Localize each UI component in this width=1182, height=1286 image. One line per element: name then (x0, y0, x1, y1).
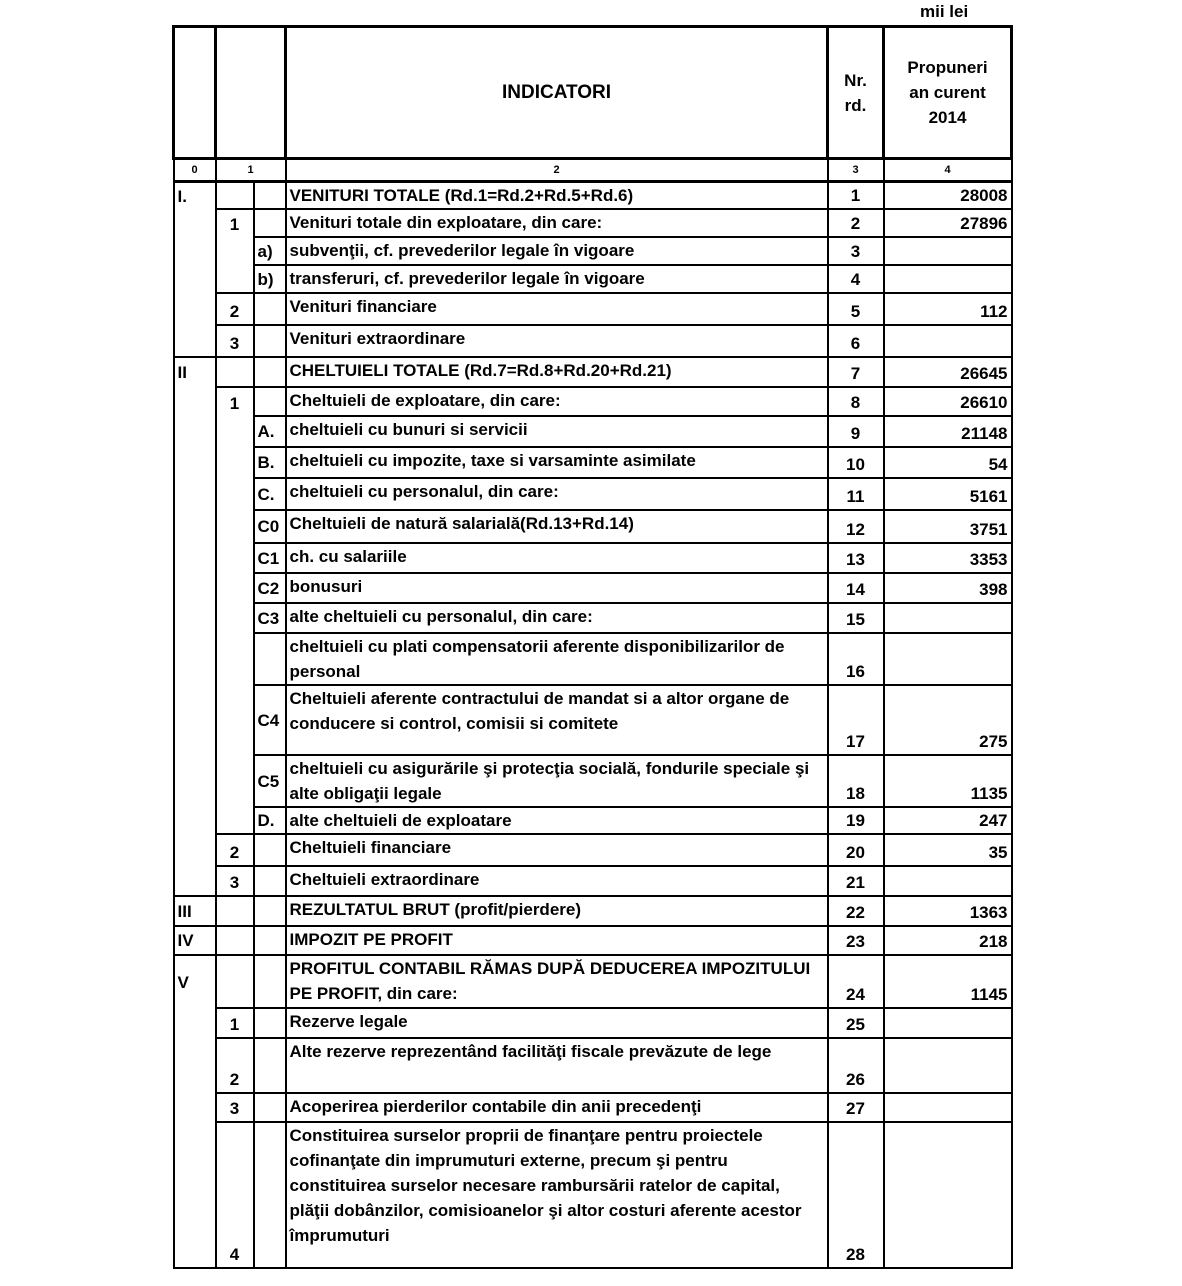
proposal-value: 1135 (884, 755, 1012, 807)
proposal-value: 26645 (884, 357, 1012, 387)
indicator-text: transferuri, cf. prevederilor legale în vigoare (286, 265, 828, 293)
proposal-value: 27896 (884, 209, 1012, 237)
item-letter-cell: C0 (254, 510, 286, 543)
proposal-value: 35 (884, 834, 1012, 866)
indicator-text: alte cheltuieli de exploatare (286, 807, 828, 834)
roman-numeral-cell (174, 1008, 216, 1038)
roman-numeral-cell: I. (174, 182, 216, 210)
row-number: 11 (828, 478, 884, 510)
subsection-number-cell (216, 807, 254, 834)
subsection-number-cell (216, 357, 254, 387)
item-letter-cell: b) (254, 265, 286, 293)
row-number: 20 (828, 834, 884, 866)
indicator-text: Rezerve legale (286, 1008, 828, 1038)
budget-table (172, 25, 1013, 1269)
item-letter-cell (254, 1008, 286, 1038)
table-row (174, 1038, 1012, 1093)
table-row (174, 633, 1012, 685)
item-letter-cell: B. (254, 447, 286, 478)
roman-numeral-cell (174, 603, 216, 633)
proposal-value: 3353 (884, 543, 1012, 573)
table-row (174, 955, 1012, 1008)
subsection-number-cell: 2 (216, 293, 254, 325)
roman-numeral-cell (174, 633, 216, 685)
subsection-number-cell (216, 573, 254, 603)
header-cell-1 (216, 27, 286, 159)
roman-numeral-cell: II (174, 357, 216, 387)
indicator-text: Cheltuieli de natură salarială(Rd.13+Rd.14) (286, 510, 828, 543)
column-number-row (174, 159, 1012, 182)
table-row (174, 293, 1012, 325)
item-letter-cell (254, 1122, 286, 1268)
indicator-text: CHELTUIELI TOTALE (Rd.7=Rd.8+Rd.20+Rd.21) (286, 357, 828, 387)
table-row (174, 685, 1012, 755)
item-letter-cell (254, 1093, 286, 1122)
table-row (174, 416, 1012, 447)
row-number: 7 (828, 357, 884, 387)
proposal-value: 218 (884, 926, 1012, 955)
header-propuneri (884, 27, 1012, 159)
roman-numeral-cell (174, 510, 216, 543)
item-letter-cell: a) (254, 237, 286, 265)
indicator-text: Cheltuieli de exploatare, din care: (286, 387, 828, 416)
subsection-number-cell (216, 603, 254, 633)
roman-numeral-cell (174, 1093, 216, 1122)
roman-numeral-cell (174, 447, 216, 478)
proposal-value: 247 (884, 807, 1012, 834)
indicator-text: Acoperirea pierderilor contabile din anii precedenţi (286, 1093, 828, 1122)
proposal-value: 1145 (884, 955, 1012, 1008)
table-row (174, 387, 1012, 416)
roman-numeral-cell (174, 293, 216, 325)
item-letter-cell (254, 325, 286, 357)
header-nr-rd (828, 27, 884, 159)
indicator-text: cheltuieli cu impozite, taxe si varsaminte asimilate (286, 447, 828, 478)
row-number: 2 (828, 209, 884, 237)
proposal-value (884, 265, 1012, 293)
row-number: 12 (828, 510, 884, 543)
table-row (174, 237, 1012, 265)
indicator-text: Cheltuieli extraordinare (286, 866, 828, 896)
roman-numeral-cell (174, 834, 216, 866)
subsection-number-cell: 3 (216, 325, 254, 357)
subsection-number-cell: 2 (216, 834, 254, 866)
table-row (174, 209, 1012, 237)
roman-numeral-cell (174, 1122, 216, 1268)
subsection-number-cell (216, 447, 254, 478)
indicator-text: subvenţii, cf. prevederilor legale în vigoare (286, 237, 828, 265)
row-number: 14 (828, 573, 884, 603)
roman-numeral-cell (174, 416, 216, 447)
item-letter-cell (254, 209, 286, 237)
indicator-text: Venituri totale din exploatare, din care: (286, 209, 828, 237)
row-number: 9 (828, 416, 884, 447)
indicator-text: Alte rezerve reprezentând facilităţi fiscale prevăzute de lege (286, 1038, 828, 1093)
header-cell-0 (174, 27, 216, 159)
row-number: 3 (828, 237, 884, 265)
proposal-value (884, 325, 1012, 357)
item-letter-cell (254, 387, 286, 416)
item-letter-cell (254, 955, 286, 1008)
item-letter-cell: C4 (254, 685, 286, 755)
row-number: 5 (828, 293, 884, 325)
item-letter-cell (254, 357, 286, 387)
proposal-value: 21148 (884, 416, 1012, 447)
proposal-value: 5161 (884, 478, 1012, 510)
unit-label: mii lei (920, 2, 969, 21)
item-letter-cell (254, 866, 286, 896)
header-propuneri-line2: an curent (909, 83, 986, 102)
subsection-number-cell: 2 (216, 1038, 254, 1093)
row-number: 22 (828, 896, 884, 926)
item-letter-cell (254, 896, 286, 926)
item-letter-cell: D. (254, 807, 286, 834)
proposal-value (884, 1122, 1012, 1268)
column-number-1: 1 (216, 159, 286, 182)
table-row (174, 182, 1012, 210)
indicator-text: bonusuri (286, 573, 828, 603)
row-number: 25 (828, 1008, 884, 1038)
proposal-value: 3751 (884, 510, 1012, 543)
table-row (174, 603, 1012, 633)
row-number: 19 (828, 807, 884, 834)
header-indicatori: INDICATORI (286, 27, 828, 159)
table-row (174, 543, 1012, 573)
table-row (174, 357, 1012, 387)
table-row (174, 755, 1012, 807)
table-row (174, 834, 1012, 866)
roman-numeral-cell (174, 755, 216, 807)
item-letter-cell (254, 633, 286, 685)
row-number: 8 (828, 387, 884, 416)
subsection-number-cell (216, 237, 254, 265)
item-letter-cell: C2 (254, 573, 286, 603)
subsection-number-cell: 3 (216, 1093, 254, 1122)
roman-numeral-cell: IV (174, 926, 216, 955)
column-number-3: 3 (828, 159, 884, 182)
proposal-value: 26610 (884, 387, 1012, 416)
row-number: 23 (828, 926, 884, 955)
subsection-number-cell (216, 955, 254, 1008)
roman-numeral-cell (174, 387, 216, 416)
header-rd: rd. (844, 95, 867, 115)
indicator-text: alte cheltuieli cu personalul, din care: (286, 603, 828, 633)
subsection-number-cell: 1 (216, 387, 254, 416)
subsection-number-cell (216, 685, 254, 755)
proposal-value: 54 (884, 447, 1012, 478)
roman-numeral-cell (174, 866, 216, 896)
indicator-text: Venituri extraordinare (286, 325, 828, 357)
indicator-text: Constituirea surselor proprii de finanţare pentru proiectele cofinanţate din imprumuturi externe, precum şi pentru constituirea surselor necesare rambursării ratelor de capital, plăţii dobânzilor, comisioanelor şi altor costuri aferente acestor împrumuturi (286, 1122, 828, 1268)
row-number: 21 (828, 866, 884, 896)
table-row (174, 265, 1012, 293)
proposal-value: 112 (884, 293, 1012, 325)
roman-numeral-cell (174, 478, 216, 510)
roman-numeral-cell (174, 685, 216, 755)
row-number: 6 (828, 325, 884, 357)
header-propuneri-line3: 2014 (928, 108, 967, 127)
table-row (174, 896, 1012, 926)
proposal-value (884, 1038, 1012, 1093)
table-row (174, 510, 1012, 543)
row-number: 13 (828, 543, 884, 573)
column-number-0: 0 (174, 159, 216, 182)
indicator-text: VENITURI TOTALE (Rd.1=Rd.2+Rd.5+Rd.6) (286, 182, 828, 210)
subsection-number-cell (216, 926, 254, 955)
proposal-value: 275 (884, 685, 1012, 755)
indicator-text: Cheltuieli financiare (286, 834, 828, 866)
item-letter-cell: C3 (254, 603, 286, 633)
table-row (174, 1093, 1012, 1122)
header-propuneri-line1: Propuneri (907, 58, 988, 77)
table-row (174, 1008, 1012, 1038)
proposal-value (884, 603, 1012, 633)
roman-numeral-cell (174, 325, 216, 357)
indicator-text: REZULTATUL BRUT (profit/pierdere) (286, 896, 828, 926)
proposal-value: 398 (884, 573, 1012, 603)
row-number: 16 (828, 633, 884, 685)
roman-numeral-cell: V (174, 955, 216, 1008)
subsection-number-cell (216, 755, 254, 807)
subsection-number-cell (216, 416, 254, 447)
row-number: 10 (828, 447, 884, 478)
table-row (174, 325, 1012, 357)
row-number: 18 (828, 755, 884, 807)
item-letter-cell: C5 (254, 755, 286, 807)
row-number: 26 (828, 1038, 884, 1093)
item-letter-cell (254, 182, 286, 210)
subsection-number-cell (216, 896, 254, 926)
indicator-text: cheltuieli cu plati compensatorii aferente disponibilizarilor de personal (286, 633, 828, 685)
indicator-text: IMPOZIT PE PROFIT (286, 926, 828, 955)
indicator-text: Venituri financiare (286, 293, 828, 325)
table-row (174, 866, 1012, 896)
proposal-value (884, 1008, 1012, 1038)
proposal-value (884, 866, 1012, 896)
column-number-4: 4 (884, 159, 1012, 182)
row-number: 27 (828, 1093, 884, 1122)
table-row (174, 447, 1012, 478)
subsection-number-cell: 1 (216, 1008, 254, 1038)
subsection-number-cell (216, 265, 254, 293)
proposal-value: 1363 (884, 896, 1012, 926)
indicator-text: ch. cu salariile (286, 543, 828, 573)
item-letter-cell (254, 926, 286, 955)
table-row (174, 1122, 1012, 1268)
indicator-text: cheltuieli cu bunuri si servicii (286, 416, 828, 447)
row-number: 4 (828, 265, 884, 293)
proposal-value: 28008 (884, 182, 1012, 210)
item-letter-cell (254, 834, 286, 866)
roman-numeral-cell (174, 209, 216, 237)
roman-numeral-cell: III (174, 896, 216, 926)
subsection-number-cell: 4 (216, 1122, 254, 1268)
item-letter-cell (254, 293, 286, 325)
row-number: 15 (828, 603, 884, 633)
subsection-number-cell: 3 (216, 866, 254, 896)
table-row (174, 807, 1012, 834)
indicator-text: Cheltuieli aferente contractului de mandat si a altor organe de conducere si control, comisii si comitete (286, 685, 828, 755)
roman-numeral-cell (174, 573, 216, 603)
row-number: 1 (828, 182, 884, 210)
subsection-number-cell (216, 543, 254, 573)
indicator-text: cheltuieli cu personalul, din care: (286, 478, 828, 510)
roman-numeral-cell (174, 1038, 216, 1093)
subsection-number-cell (216, 633, 254, 685)
proposal-value (884, 1093, 1012, 1122)
subsection-number-cell (216, 510, 254, 543)
indicator-text: PROFITUL CONTABIL RĂMAS DUPĂ DEDUCEREA IMPOZITULUI PE PROFIT, din care: (286, 955, 828, 1008)
roman-numeral-cell (174, 807, 216, 834)
item-letter-cell: C1 (254, 543, 286, 573)
indicator-text: cheltuieli cu asigurările şi protecţia socială, fondurile speciale şi alte obligaţii legale (286, 755, 828, 807)
header-row (174, 27, 1012, 159)
subsection-number-cell (216, 182, 254, 210)
header-nr: Nr. (844, 70, 867, 90)
row-number: 28 (828, 1122, 884, 1268)
item-letter-cell (254, 1038, 286, 1093)
table-row (174, 573, 1012, 603)
proposal-value (884, 633, 1012, 685)
table-row (174, 926, 1012, 955)
proposal-value (884, 237, 1012, 265)
item-letter-cell: C. (254, 478, 286, 510)
roman-numeral-cell (174, 265, 216, 293)
roman-numeral-cell (174, 237, 216, 265)
table-row (174, 478, 1012, 510)
item-letter-cell: A. (254, 416, 286, 447)
roman-numeral-cell (174, 543, 216, 573)
subsection-number-cell (216, 478, 254, 510)
row-number: 24 (828, 955, 884, 1008)
row-number: 17 (828, 685, 884, 755)
subsection-number-cell: 1 (216, 209, 254, 237)
column-number-2: 2 (286, 159, 828, 182)
